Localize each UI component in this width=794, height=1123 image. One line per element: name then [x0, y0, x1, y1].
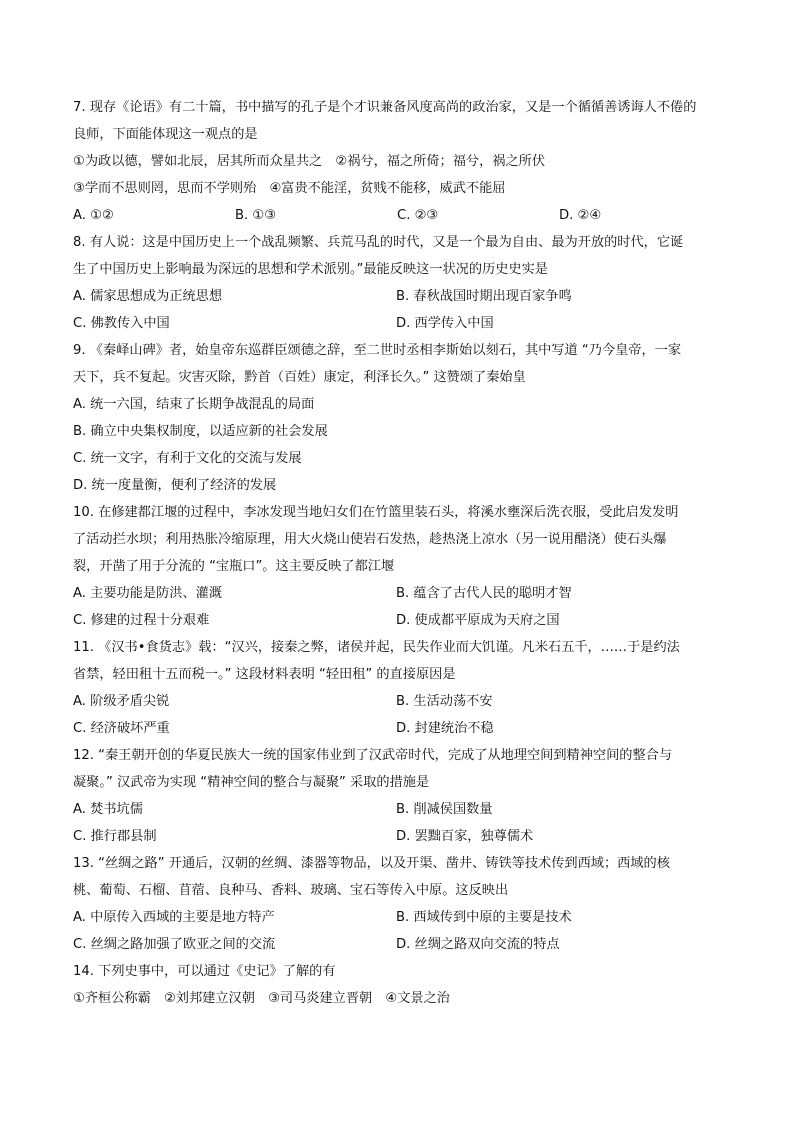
question-9	[73, 337, 723, 499]
question-12	[73, 742, 723, 850]
question-12-options-row-2	[73, 823, 723, 850]
question-13-options-row-2	[73, 931, 723, 958]
option-a[interactable]: A. ①②	[73, 208, 114, 223]
question-11	[73, 634, 723, 742]
question-8-options-row-1	[73, 283, 723, 310]
question-14-stem-line-1: 14. 下列史事中，可以通过《史记》了解的有	[73, 964, 336, 979]
option-c[interactable]: C. 统一文字，有利于文化的交流与发展	[73, 451, 302, 466]
option-b[interactable]: B. ①③	[235, 208, 277, 223]
question-9-stem-line-1: 9. 《秦峄山碑》者，始皇帝东巡群臣颂德之辞，至二世时丞相李斯始以刻石，其中写道 “乃今皇帝，一家	[73, 343, 682, 358]
question-13-stem-line-2: 桃、葡萄、石榴、苜蓿、良种马、香料、玻璃、宝石等传入中原。这反映出	[73, 883, 509, 898]
question-12-options-row-1	[73, 796, 723, 823]
option-a[interactable]: A. 主要功能是防洪、灌溉	[73, 586, 223, 601]
option-d[interactable]: D. 西学传入中国	[396, 316, 494, 331]
option-c[interactable]: C. 经济破坏严重	[73, 721, 170, 736]
option-d[interactable]: D. 使成都平原成为天府之国	[396, 613, 560, 628]
option-b[interactable]: B. 西域传到中原的主要是技术	[396, 910, 572, 925]
option-b[interactable]: B. 春秋战国时期出现百家争鸣	[396, 289, 572, 304]
question-12-stem-line-1: 12. “秦王朝开创的华夏民族大一统的国家伟业到了汉武帝时代，完成了从地理空间到精神空间的整合与	[73, 748, 673, 763]
option-a[interactable]: A. 统一六国，结束了长期争战混乱的局面	[73, 397, 315, 412]
question-7	[73, 94, 723, 229]
option-d[interactable]: D. 丝绸之路双向交流的特点	[396, 937, 560, 952]
question-10-stem-line-1: 10. 在修建都江堰的过程中，李冰发现当地妇女们在竹篮里装石头，将溪水壅深后洗衣服，受此启发发明	[73, 505, 679, 520]
question-7-item-line-1: ①为政以德，譬如北辰，居其所而众星共之 ②祸兮，福之所倚；福兮，祸之所伏	[73, 154, 546, 169]
question-8-options-row-2	[73, 310, 723, 337]
question-13-options-row-1	[73, 904, 723, 931]
option-b[interactable]: B. 削减侯国数量	[396, 802, 493, 817]
option-a[interactable]: A. 焚书坑儒	[73, 802, 143, 817]
option-a[interactable]: A. 阶级矛盾尖锐	[73, 694, 170, 709]
option-a[interactable]: A. 中原传入西域的主要是地方特产	[73, 910, 275, 925]
question-11-stem-line-1: 11. 《汉书•食货志》载：“汉兴，接秦之弊，诸侯并起，民失作业而大饥谨。凡米石五千，……于是约法	[73, 640, 680, 655]
option-b[interactable]: B. 生活动荡不安	[396, 694, 493, 709]
question-10-stem-line-2: 了活动拦水坝；利用热胀冷缩原理，用大火烧山使岩石发热，趁热浇上凉水（另一说用醋浇）使石头爆	[73, 532, 667, 547]
question-11-options-row-2	[73, 715, 723, 742]
option-d[interactable]: D. ②④	[559, 208, 602, 223]
question-13-stem-line-1: 13. “丝绸之路” 开通后，汉朝的丝绸、漆器等物品，以及开渠、凿井、铸铁等技术传到西域；西域的核	[73, 856, 670, 871]
question-7-stem-line-2: 良师，下面能体现这一观点的是	[73, 127, 258, 142]
question-7-options	[73, 202, 723, 229]
question-list	[73, 94, 723, 1012]
option-b[interactable]: B. 蕴含了古代人民的聪明才智	[396, 586, 572, 601]
question-14	[73, 958, 723, 1012]
question-9-stem-line-2: 天下，兵不复起。灾害灭除，黔首（百姓）康定，利泽长久。” 这赞颂了秦始皇	[73, 370, 526, 385]
question-11-stem-line-2: 省禁，轻田租十五而税一。” 这段材料表明 “轻田租” 的直接原因是	[73, 667, 456, 682]
question-13	[73, 850, 723, 958]
question-7-stem-line-1: 7. 现存《论语》有二十篇，书中描写的孔子是个才识兼备风度高尚的政治家，又是一个循循善诱诲人不倦的	[73, 100, 697, 115]
option-d[interactable]: D. 封建统治不稳	[396, 721, 494, 736]
question-8-stem-line-2: 生了中国历史上影响最为深远的思想和学术派别。”最能反映这一状况的历史史实是	[73, 262, 548, 277]
option-c[interactable]: C. ②③	[397, 208, 439, 223]
question-10-stem-line-3: 裂，开凿了用于分流的 “宝瓶口”。这主要反映了都江堰	[73, 559, 395, 574]
question-8	[73, 229, 723, 337]
question-12-stem-line-2: 凝聚。” 汉武帝为实现 “精神空间的整合与凝聚” 采取的措施是	[73, 775, 430, 790]
question-11-options-row-1	[73, 688, 723, 715]
option-c[interactable]: C. 修建的过程十分艰难	[73, 613, 210, 628]
option-a[interactable]: A. 儒家思想成为正统思想	[73, 289, 223, 304]
option-c[interactable]: C. 推行郡县制	[73, 829, 157, 844]
option-c[interactable]: C. 丝绸之路加强了欧亚之间的交流	[73, 937, 276, 952]
question-10	[73, 499, 723, 634]
question-14-item-line-1: ①齐桓公称霸 ②刘邦建立汉朝 ③司马炎建立晋朝 ④文景之治	[73, 991, 450, 1006]
question-8-stem-line-1: 8. 有人说：这是中国历史上一个战乱频繁、兵荒马乱的时代，又是一个最为自由、最为开放的时代，它诞	[73, 235, 684, 250]
question-7-item-line-2: ③学而不思则罔，思而不学则殆 ④富贵不能淫，贫贱不能移，威武不能屈	[73, 181, 506, 196]
option-d[interactable]: D. 罢黜百家，独尊儒术	[396, 829, 534, 844]
option-c[interactable]: C. 佛教传入中国	[73, 316, 170, 331]
question-10-options-row-2	[73, 607, 723, 634]
option-d[interactable]: D. 统一度量衡，便利了经济的发展	[73, 478, 277, 493]
option-b[interactable]: B. 确立中央集权制度，以适应新的社会发展	[73, 424, 328, 439]
question-10-options-row-1	[73, 580, 723, 607]
